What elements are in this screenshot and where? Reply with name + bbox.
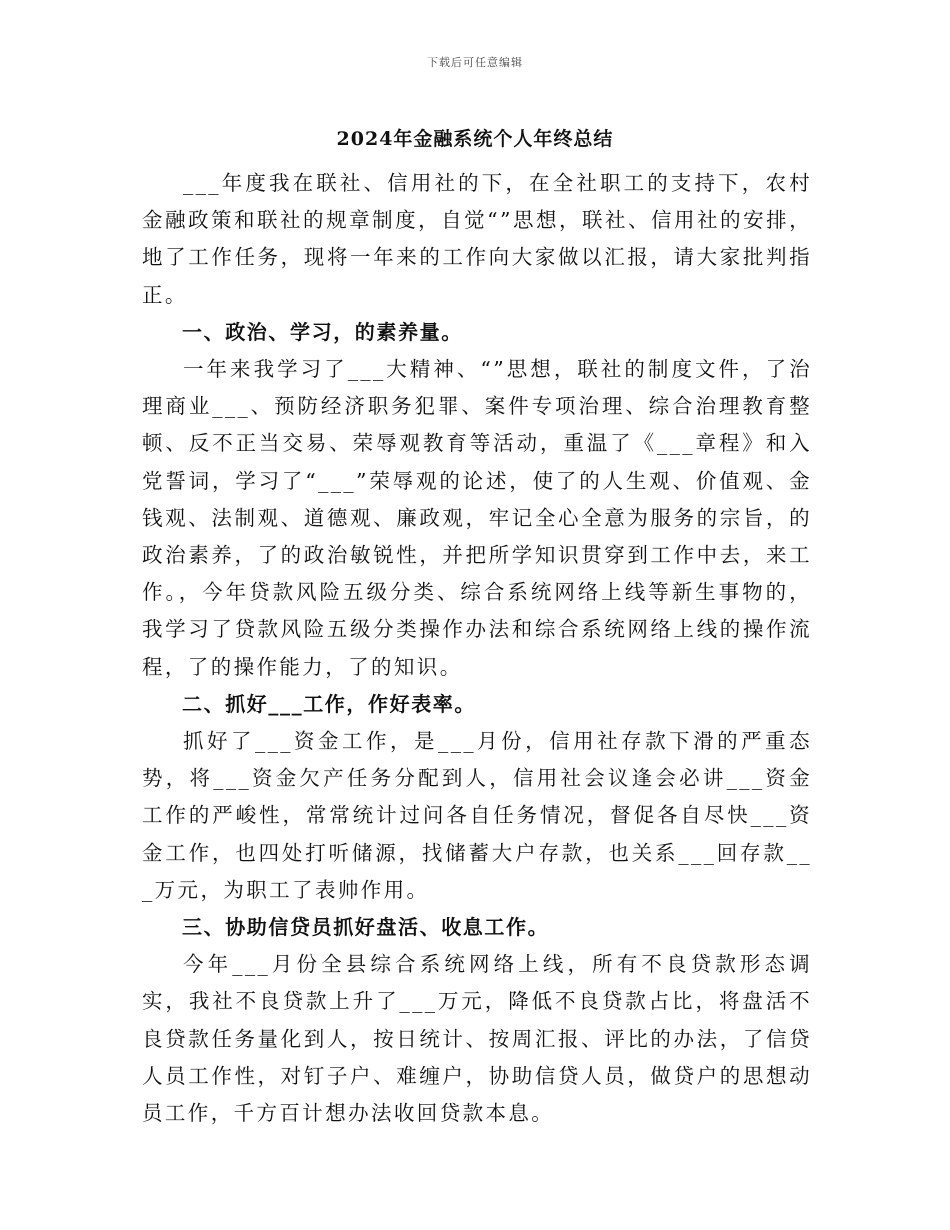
- document-title: 2024年金融系统个人年终总结: [336, 128, 614, 150]
- section-1-paragraph: 一年来我学习了___大精神、“”思想，联社的制度文件，了治理商业___、预防经济职务犯罪、案件专项治理、综合治理教育整顿、反不正当交易、荣辱观教育等活动，重温了《___章程》和入党誓词，学习了“___”荣辱观的论述，使了的人生观、价值观、金钱观、法制观、道德观、廉政观，牢记全心全意为服务的宗旨，的政治素养，了的政治敏锐性，并把所学知识贯穿到工作中去，来工作。，今年贷款风险五级分类、综合系统网络上线等新生事物的，我学习了贷款风险五级分类操作办法和综合系统网络上线的操作流程，了的操作能力，了的知识。: [142, 357, 812, 679]
- header-note: 下载后可任意编辑: [427, 56, 523, 69]
- section-heading-3: 三、协助信贷员抓好盘活、收息工作。: [182, 915, 550, 940]
- section-3-paragraph: 今年___月份全县综合系统网络上线，所有不良贷款形态调实，我社不良贷款上升了___万元，降低不良贷款占比，将盘活不良贷款任务量化到人，按日统计、按周汇报、评比的办法，了信贷人员工作性，对钉子户、难缠户，协助信贷人员，做贷户的思想动员工作，千方百计想办法收回贷款本息。: [142, 952, 812, 1126]
- section-heading-2: 二、抓好___工作，作好表率。: [182, 691, 476, 716]
- section-heading-1: 一、政治、学习，的素养量。: [182, 319, 463, 344]
- document-body: [142, 165, 812, 1132]
- section-2-paragraph: 抓好了___资金工作，是___月份，信用社存款下滑的严重态势，将___资金欠产任务分配到人，信用社会议逢会必讲___资金工作的严峻性，常常统计过问各自任务情况，督促各自尽快___资金工作，也四处打听储源，找储蓄大户存款，也关系___回存款___万元，为职工了表帅作用。: [142, 729, 812, 902]
- intro-paragraph: ___年度我在联社、信用社的下，在全社职工的支持下，农村金融政策和联社的规章制度，自觉“”思想，联社、信用社的安排，地了工作任务，现将一年来的工作向大家做以汇报，请大家批判指正。: [142, 171, 812, 307]
